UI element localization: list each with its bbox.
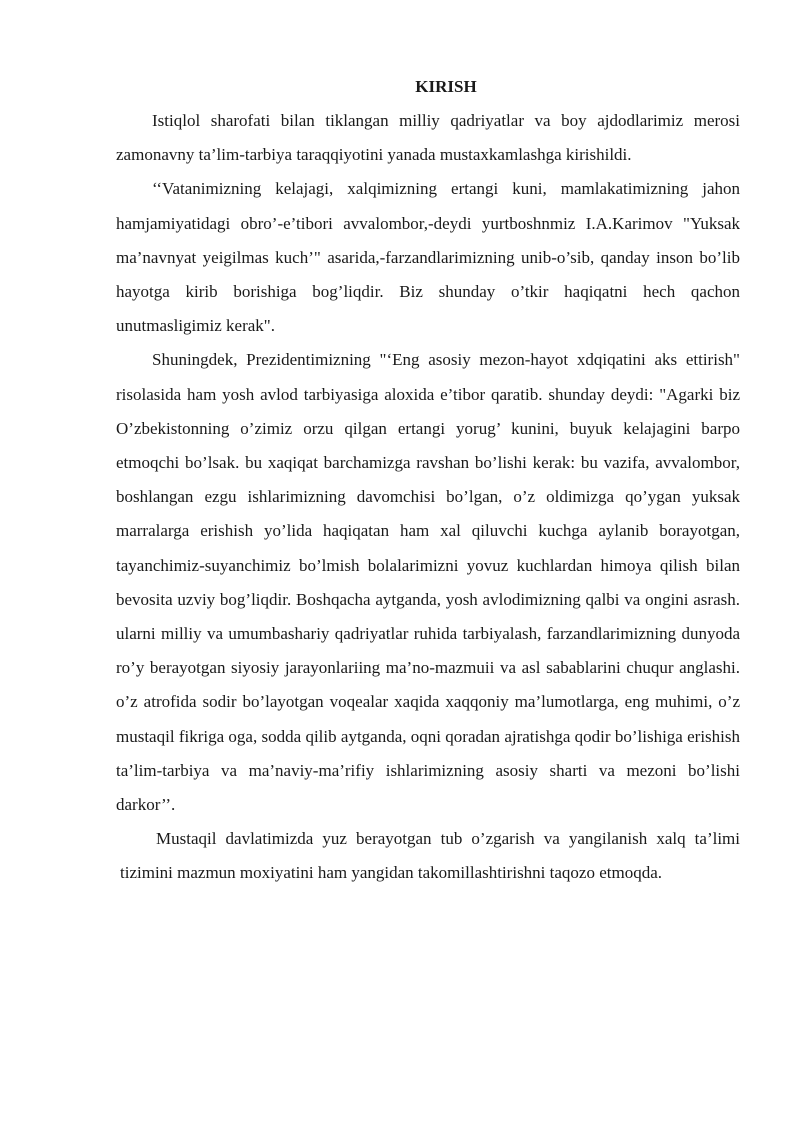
paragraph-4: Mustaqil davlatimizda yuz berayotgan tub o’zgarish va yangilanish xalq ta’limi tizimini mazmun moxiyatini ham yangidan takomillashtirishni taqozo etmoqda. bbox=[120, 829, 740, 883]
page-title: KIRISH bbox=[415, 77, 477, 96]
paragraph-2: ‘‘Vatanimizning kelajagi, xalqimizning ertangi kuni, mamlakatimizning jahon hamjamiyatidagi obro’-e’tibori avvalombor,-deydi yurtboshnmiz I.A.Karimov "Yuksak ma’navnyat yeigilmas kuch’" asarida,-farzandlarimizning unib-o’sib, qanday inson bo’lib hayotga kirib borishiga bog’liqdir. Biz shunday o’tkir haqiqatni hech qachon unutmasligimiz kerak". bbox=[116, 179, 740, 336]
paragraph-1: Istiqlol sharofati bilan tiklangan milliy qadriyatlar va boy ajdodlarimiz merosi zamonavny ta’lim-tarbiya taraqqiyotini yanada mustaxkamlashga kirishildi. bbox=[116, 111, 740, 165]
document-page bbox=[116, 70, 740, 891]
paragraph-3: Shuningdek, Prezidentimizning "‘Eng asosiy mezon-hayot xdqiqatini aks ettirish" risolasida ham yosh avlod tarbiyasiga aloxida e’tibor qaratib. shunday deydi: "Agarki biz O’zbekistonning o’zimiz orzu qilgan ertangi yorug’ kunini, buyuk kelajagini barpo etmoqchi bo’lsak. bu xaqiqat barchamizga ravshan bo’lishi kerak: bu vazifa, avvalombor, boshlangan ezgu ishlarimizning davomchisi bo’lgan, o’z oldimizga qo’ygan yuksak marralarga erishish yo’lida haqiqatan ham xal qiluvchi kuchga aylanib borayotgan, tayanchimiz-suyanchimiz bo’lmish bolalarimizni yovuz kuchlardan himoya qilish bilan bevosita uzviy bog’liqdir. Boshqacha aytganda, yosh avlodimizning qalbi va ongini asrash. ularni milliy va umumbashariy qadriyatlar ruhida tarbiyalash, farzandlarimizning dunyoda ro’y berayotgan siyosiy jarayonlariing ma’no-mazmuii va asl sabablarini chuqur anglashi. o’z atrofida sodir bo’layotgan voqealar xaqida xaqqoniy ma’lumotlarga, eng muhimi, o’z mustaqil fikriga oga, sodda qilib aytganda, oqni qoradan ajratishga qodir bo’lishiga erishish ta’lim-tarbiya va ma’naviy-ma’rifiy ishlarimizning asosiy sharti va mezoni bo’lishi darkor’’. bbox=[116, 350, 740, 815]
